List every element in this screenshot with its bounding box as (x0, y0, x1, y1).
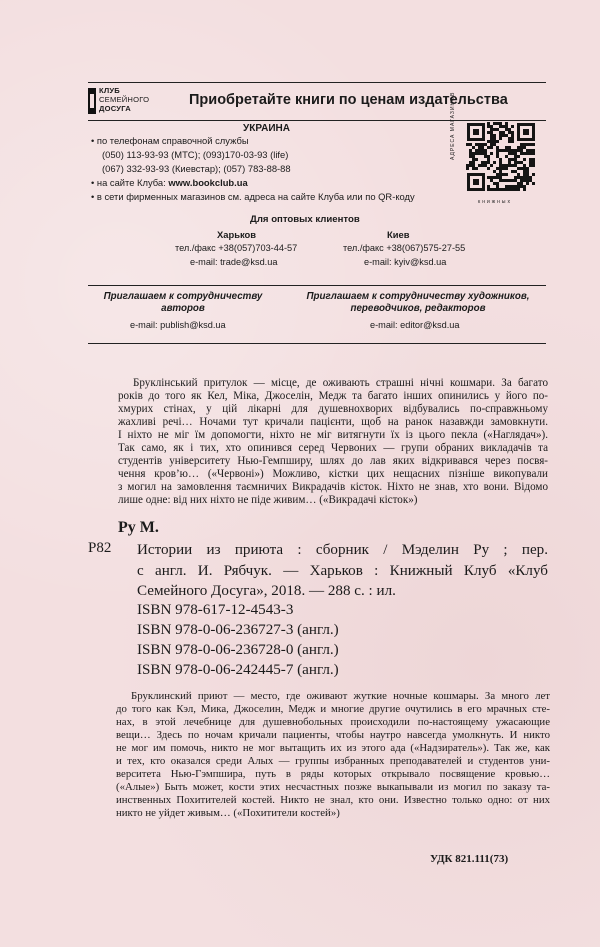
artists-invite (290, 291, 546, 315)
authors-invite-line-2: авторов (161, 303, 205, 314)
ukraine-title: УКРАИНА (243, 123, 290, 134)
phone-line-1: (050) 113-93-93 (МТС); (093)170-03-93 (life) (102, 149, 289, 160)
kyiv-phone: тел./факс +38(067)575-27-55 (343, 243, 466, 253)
kyiv-email[interactable]: e-mail: kyiv@ksd.ua (364, 257, 447, 267)
annotation-ua-line: Так само, як і тих, хто опинився серед Червоних — групи обраних викладачів та (118, 442, 548, 455)
isbn-2: ISBN 978-0-06-236727-3 (англ.) (137, 622, 339, 638)
isbn-1: ISBN 978-617-12-4543-3 (137, 602, 294, 618)
annotation-ru-line: вещи… Здесь по ночам кричали пациенты, чтобы наутро навсегда умолкнуть. И никто (116, 729, 550, 742)
annotation-ru-line: Бруклинский приют — место, где оживают жуткие ночные кошмары. За много лет (131, 690, 550, 702)
kharkiv-phone: тел./факс +38(057)703-44-57 (175, 243, 298, 253)
logo-line-3: ДОСУГА (99, 104, 131, 113)
artists-email[interactable]: e-mail: editor@ksd.ua (370, 320, 460, 330)
annotation-ru-line: и тех, кто оказался среди Алых — группы избранных преподавателей и студентов уни- (116, 755, 550, 768)
header-title: Приобретайте книги по ценам издательства (189, 92, 508, 108)
annotation-ru-line: не мог им помочь, никто не мог вытащить их из этого ада («Надзиратель»). Так же, как (116, 742, 550, 755)
artists-invite-line-1: Приглашаем к сотрудничеству художников, (306, 291, 530, 302)
kharkiv-city: Харьков (217, 229, 257, 240)
annotation-ru-line: («Алые») Быть может, кости этих несчастных позже выкапывали из могил по заказу та- (116, 781, 550, 794)
annotation-ru-line: нах, в этой лечебнице для душевнобольных происходили по-настоящему ужасающие (116, 716, 550, 729)
annotation-ru-line: инственных Похитителей костей. Никто не знал, кто они. Известно только одно: от них (116, 794, 550, 807)
description-line: Истории из приюта : сборник / Мэделин Ру ; пер. (137, 542, 548, 558)
annotation-ru-line: верситета Нью-Гэмпшира, путь в ряды которых открывало посвящение кровью… (116, 768, 550, 781)
description-line: Семейного Досуга», 2018. — 288 с. : ил. (137, 583, 396, 599)
annotation-ua-line: лише одне: від них ніхто не піде живим… («Викрадачі кісток») (118, 494, 418, 507)
authors-invite (90, 291, 276, 315)
authors-email[interactable]: e-mail: publish@ksd.ua (130, 320, 226, 330)
cooperation-rule-top (88, 285, 546, 286)
house-icon (88, 88, 96, 114)
cooperation-rule-bottom (88, 343, 546, 344)
annotation-ua-line: І ніхто не міг їм допомогти, ніхто не міг витягнути їх із цього пекла («Наглядач»). (118, 429, 548, 442)
description-line: с англ. И. Рябчук. — Харьков : Книжный Клуб «Клуб (137, 562, 548, 579)
phones-label: • по телефонам справочной службы (91, 135, 249, 146)
qr-caption-bottom: книжных (478, 199, 512, 205)
annotation-russian (116, 690, 550, 820)
annotation-ua-line: з могил на замовлення таємничих Викрадачів кісток. Ніхто не знав, хто вони. Відомо (118, 481, 548, 494)
annotation-ua-line: хмурих стінах, у цій лікарні для душевнохворих відбувались по-справжньому (118, 403, 548, 416)
catalog-description (137, 540, 548, 602)
annotation-ru-line: никто не уйдет живым… («Похитители костей») (116, 807, 340, 820)
catalog-code: Р82 (88, 540, 112, 556)
kharkiv-email[interactable]: e-mail: trade@ksd.ua (190, 257, 278, 267)
site-link[interactable]: www.bookclub.ua (168, 177, 248, 188)
isbn-3: ISBN 978-0-06-236728-0 (англ.) (137, 642, 339, 658)
isbn-4: ISBN 978-0-06-242445-7 (англ.) (137, 662, 339, 678)
annotation-ua-line: студентів університету Нью-Гемпширу, шлях до лав яких відкривався через посвя- (118, 455, 548, 468)
annotation-ua-line: жахливі речі… Ночами тут кричали пацієнти, щоб на ранок назавжди замовкнути. (118, 416, 548, 429)
annotation-ua-line: чення кров’ю… («Червоні») Можливо, кістки цих нещасних пізніше викопували (118, 468, 548, 481)
logo-line-2: СЕМЕЙНОГО (99, 95, 150, 104)
authors-invite-line-1: Приглашаем к сотрудничеству (103, 291, 263, 302)
annotation-ua-line: Бруклінський притулок — місце, де оживають страшні нічні кошмари. За багато (133, 377, 548, 389)
annotation-ukrainian (118, 377, 548, 507)
logo-line-1: КЛУБ (99, 86, 120, 95)
publisher-logo (88, 87, 178, 115)
annotation-ru-line: до того как Кэл, Мика, Джоселин, Медж и многие другие очутились в его мрачных сте- (116, 703, 550, 716)
qr-code-block[interactable] (450, 91, 546, 212)
top-rule (88, 82, 546, 83)
catalog-author: Ру М. (118, 519, 159, 536)
annotation-ua-line: років до того як Кел, Міка, Джоселін, Медж та багато інших опинились у його по- (118, 390, 548, 403)
site-prefix: • на сайте Клуба: (91, 177, 169, 188)
shops-line: • в сети фирменных магазинов см. адреса на сайте Клуба или по QR-коду (91, 191, 415, 202)
kyiv-city: Киев (387, 229, 410, 240)
udk-code: УДК 821.111(73) (430, 853, 509, 865)
qr-caption-side: АДРЕСА МАГАЗИНОВ (450, 91, 456, 160)
phone-line-2: (067) 332-93-93 (Киевстар); (057) 783-88-88 (102, 163, 291, 174)
wholesale-title: Для оптовых клиентов (250, 214, 360, 225)
artists-invite-line-2: переводчиков, редакторов (350, 303, 486, 314)
site-line (91, 177, 248, 189)
